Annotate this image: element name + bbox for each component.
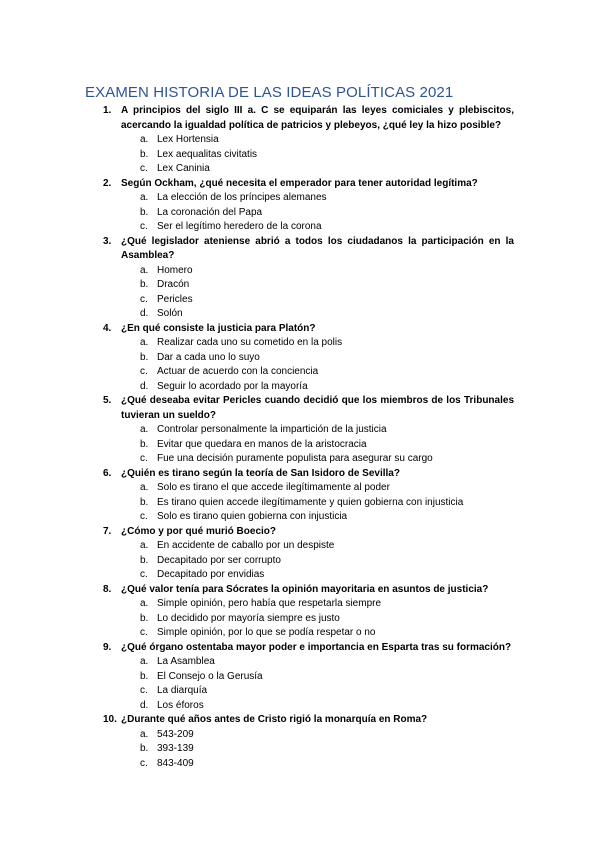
answer-option [0, 655, 600, 670]
option-text: 843-409 [157, 757, 194, 769]
option-letter: c. [140, 366, 148, 377]
option-letter: c. [140, 569, 148, 580]
question-number: 10. [103, 714, 117, 725]
option-letter: c. [140, 453, 148, 464]
option-letter: d. [140, 380, 149, 392]
question-text: Según Ockham, ¿qué necesita el emperador para tener autoridad legítima? [121, 177, 478, 189]
answer-option [0, 496, 600, 511]
option-text: Ser el legítimo heredero de la corona [157, 221, 322, 232]
answer-option [0, 539, 600, 554]
question-3 [0, 235, 600, 264]
option-text: Solo es tirano quien gobierna con injusticia [157, 511, 348, 522]
question-text: ¿Qué órgano ostentaba mayor poder e importancia en Esparta tras su formación? [121, 641, 512, 653]
option-letter: b. [140, 670, 149, 682]
option-text: Los éforos [157, 699, 204, 711]
option-text: Realizar cada uno su cometido en la polis [157, 337, 343, 348]
question-text: ¿Durante qué años antes de Cristo rigió la monarquía en Roma? [121, 714, 428, 725]
option-list [0, 264, 600, 322]
answer-option [0, 554, 600, 569]
option-text: Simple opinión, pero había que respetarla siempre [157, 598, 382, 609]
option-list [0, 133, 600, 177]
option-letter: d. [140, 308, 149, 319]
option-text: Solo es tirano el que accede ilegítimamente al poder [157, 482, 390, 493]
answer-option [0, 757, 600, 772]
option-text: Es tirano quien accede ilegítimamente y quien gobierna con injusticia [157, 496, 464, 508]
answer-option [0, 510, 600, 525]
option-letter: b. [140, 206, 149, 218]
question-4 [0, 322, 600, 337]
option-text: Seguir lo acordado por la mayoría [157, 380, 308, 392]
answer-option [0, 220, 600, 235]
question-text: ¿Qué valor tenía para Sócrates la opinión mayoritaria en asuntos de justicia? [121, 583, 489, 595]
answer-option [0, 728, 600, 743]
answer-option [0, 481, 600, 496]
option-list [0, 191, 600, 235]
answer-option [0, 206, 600, 221]
answer-option [0, 699, 600, 714]
answer-option [0, 597, 600, 612]
answer-option [0, 148, 600, 163]
answer-option [0, 438, 600, 453]
option-letter: a. [140, 656, 149, 667]
answer-option [0, 365, 600, 380]
option-letter: a. [140, 728, 149, 740]
option-text: En accidente de caballo por un despiste [157, 540, 335, 551]
option-text: El Consejo o la Gerusía [157, 670, 263, 682]
option-list [0, 481, 600, 525]
question-1 [0, 104, 600, 133]
option-text: Simple opinión, por lo que se podía respetar o no [157, 627, 376, 638]
option-list [0, 728, 600, 772]
option-letter: a. [140, 134, 149, 145]
option-text: Lex Hortensia [157, 134, 219, 145]
option-text: La Asamblea [157, 656, 215, 667]
option-text: 393-139 [157, 743, 194, 754]
question-list [0, 104, 600, 771]
answer-option [0, 452, 600, 467]
option-text: Lo decidido por mayoría siempre es justo [157, 612, 340, 624]
question-2 [0, 177, 600, 192]
question-7 [0, 525, 600, 540]
question-5 [0, 394, 600, 423]
question-number: 5. [103, 395, 112, 406]
answer-option [0, 351, 600, 366]
question-number: 8. [103, 583, 112, 595]
option-list [0, 336, 600, 394]
answer-option [0, 568, 600, 583]
answer-option [0, 670, 600, 685]
option-letter: a. [140, 264, 149, 276]
answer-option [0, 742, 600, 757]
answer-option [0, 307, 600, 322]
option-letter: b. [140, 612, 149, 624]
question-9 [0, 641, 600, 656]
question-text: ¿Quién es tirano según la teoría de San Isidoro de Sevilla? [121, 467, 400, 479]
option-text: Lex Caninia [157, 163, 210, 174]
option-text: Pericles [157, 293, 193, 305]
option-list [0, 423, 600, 467]
option-letter: a. [140, 540, 149, 551]
option-text: Controlar personalmente la impartición de la justicia [157, 424, 387, 435]
option-letter: c. [140, 685, 148, 696]
option-text: Actuar de acuerdo con la conciencia [157, 366, 319, 377]
question-6 [0, 467, 600, 482]
answer-option [0, 684, 600, 699]
question-number: 9. [103, 641, 112, 653]
page-title: EXAMEN HISTORIA DE LAS IDEAS POLÍTICAS 2021 [85, 84, 454, 101]
option-text: Dar a cada uno lo suyo [157, 351, 260, 363]
answer-option [0, 336, 600, 351]
option-text: Fue una decisión puramente populista para asegurar su cargo [157, 453, 433, 464]
option-letter: b. [140, 148, 149, 160]
option-letter: a. [140, 424, 149, 435]
option-text: Decapitado por envidias [157, 569, 265, 580]
option-text: Solón [157, 308, 183, 319]
answer-option [0, 191, 600, 206]
answer-option [0, 278, 600, 293]
answer-option [0, 626, 600, 641]
question-number: 4. [103, 322, 112, 334]
option-letter: d. [140, 699, 149, 711]
question-8 [0, 583, 600, 598]
answer-option [0, 423, 600, 438]
answer-option [0, 293, 600, 308]
option-letter: c. [140, 221, 148, 232]
option-letter: c. [140, 757, 148, 769]
option-letter: a. [140, 337, 149, 348]
option-letter: b. [140, 351, 149, 363]
option-letter: a. [140, 482, 149, 493]
question-10 [0, 713, 600, 728]
option-text: Evitar que quedara en manos de la aristocracia [157, 438, 367, 450]
answer-option [0, 133, 600, 148]
option-letter: c. [140, 511, 148, 522]
question-number: 1. [103, 105, 112, 116]
option-letter: a. [140, 192, 149, 203]
option-letter: c. [140, 163, 148, 174]
question-number: 7. [103, 525, 112, 537]
answer-option [0, 162, 600, 177]
option-list [0, 539, 600, 583]
question-number: 2. [103, 177, 112, 189]
answer-option [0, 612, 600, 627]
option-letter: a. [140, 598, 149, 609]
option-text: La elección de los príncipes alemanes [157, 192, 327, 203]
question-number: 6. [103, 467, 112, 479]
question-text: A principios del siglo III a. C se equiparán las leyes comiciales y plebiscitos, acercando la igualdad política de patricios y plebeyos, ¿qué ley la hizo posible? [121, 105, 514, 131]
option-list [0, 597, 600, 641]
question-text: ¿Cómo y por qué murió Boecio? [121, 525, 277, 537]
option-letter: b. [140, 554, 149, 566]
option-letter: b. [140, 279, 149, 290]
question-text: ¿Qué deseaba evitar Pericles cuando decidió que los miembros de los Tribunales tuvieran un sueldo? [121, 395, 514, 421]
option-text: Homero [157, 264, 193, 276]
question-text: ¿En qué consiste la justicia para Platón? [121, 322, 316, 334]
option-text: La coronación del Papa [157, 206, 263, 218]
option-letter: b. [140, 496, 149, 508]
question-text: ¿Qué legislador ateniense abrió a todos los ciudadanos la participación en la Asamblea? [121, 235, 514, 261]
option-text: La diarquía [157, 685, 208, 696]
option-letter: c. [140, 627, 148, 638]
option-text: 543-209 [157, 728, 194, 740]
question-number: 3. [103, 235, 112, 247]
option-letter: b. [140, 743, 149, 754]
option-letter: b. [140, 438, 149, 450]
answer-option [0, 264, 600, 279]
option-text: Dracón [157, 279, 190, 290]
option-text: Lex aequalitas civitatis [157, 148, 258, 160]
option-text: Decapitado por ser corrupto [157, 554, 281, 566]
option-letter: c. [140, 293, 148, 305]
answer-option [0, 380, 600, 395]
option-list [0, 655, 600, 713]
